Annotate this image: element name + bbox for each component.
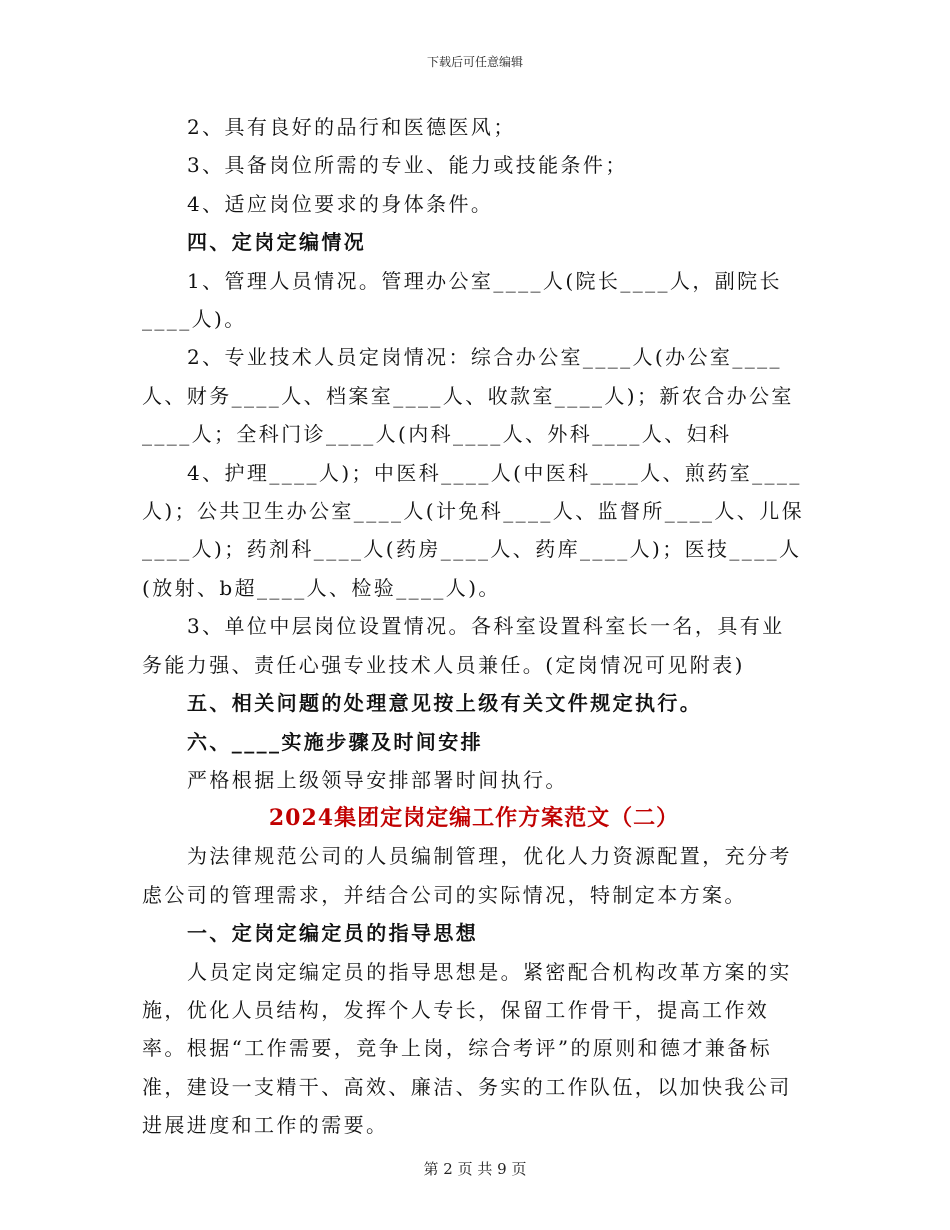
nursing-paragraph: 4、护理____人)；中医科____人(中医科____人、煎药室____人)；公共卫生办公室____人(计免科____人、监督所____人、儿保____人)；药剂科____人(药房____人、药库____人)；医技____人(放射、b超____人、检验____人)。: [142, 460, 805, 600]
section-heading-4: 四、定岗定编情况: [187, 230, 367, 255]
middle-management-paragraph: 3、单位中层岗位设置情况。各科室设置科室长一名，具有业务能力强、责任心强专业技术人员兼任。(定岗情况可见附表): [142, 614, 785, 677]
page-footer: 第 2 页 共 9 页: [423, 1160, 527, 1178]
schedule-paragraph: 严格根据上级领导安排部署时间执行。: [187, 767, 568, 792]
requirement-4: 4、适应岗位要求的身体条件。: [187, 191, 494, 216]
technical-staff-paragraph: 2、专业技术人员定岗情况：综合办公室____人(办公室____人、财务____人、档案室____人、收款室____人)；新农合办公室____人；全科门诊____人(内科____人、外科____人、妇科: [142, 345, 794, 447]
document-title: 2024集团定岗定编工作方案范文（二）: [268, 805, 680, 832]
document-body: [142, 108, 806, 1145]
guiding-thought-paragraph: 人员定岗定编定员的指导思想是。紧密配合机构改革方案的实施，优化人员结构，发挥个人专长，保留工作骨干，提高工作效率。根据“工作需要，竞争上岗，综合考评”的原则和德才兼备标准，建设一支精干、高效、廉洁、务实的工作队伍，以加快我公司进展进度和工作的需要。: [142, 959, 792, 1138]
intro-paragraph: 为法律规范公司的人员编制管理，优化人力资源配置，充分考虑公司的管理需求，并结合公司的实际情况，特制定本方案。: [142, 844, 792, 907]
section-heading-5: 五、相关问题的处理意见按上级有关文件规定执行。: [187, 691, 703, 716]
page-header: 下载后可任意编辑: [426, 55, 523, 69]
requirement-3: 3、具备岗位所需的专业、能力或技能条件；: [187, 153, 628, 178]
section-heading-1: 一、定岗定编定员的指导思想: [187, 921, 479, 946]
section-heading-6: 六、____实施步骤及时间安排: [187, 729, 483, 754]
requirement-2: 2、具有良好的品行和医德医风；: [187, 115, 516, 139]
management-staff-paragraph: 1、管理人员情况。管理办公室____人(院长____人，副院长____人)。: [142, 268, 782, 332]
